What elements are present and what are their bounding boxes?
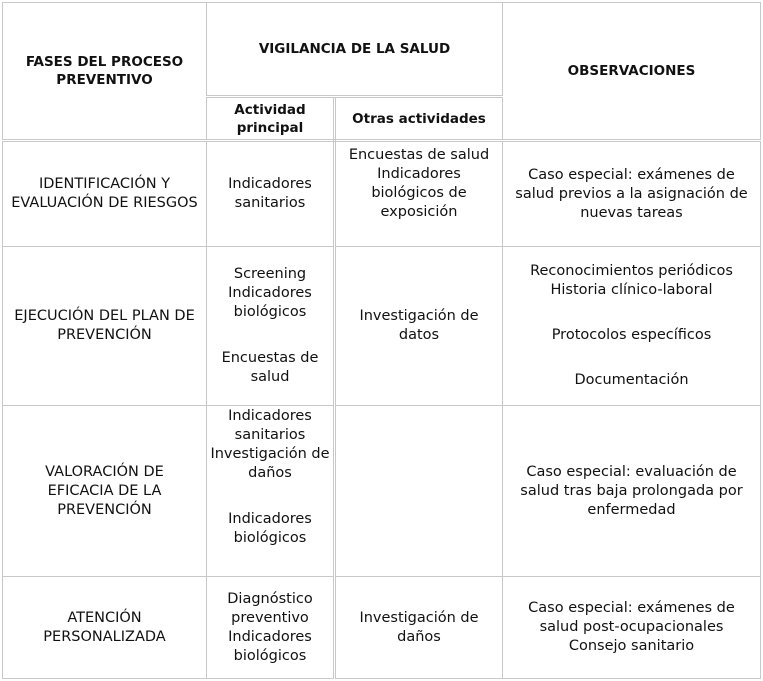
cell-line: Indicadores — [228, 285, 312, 301]
table-row — [3, 577, 761, 679]
cell-principal — [207, 577, 335, 679]
cell-line: biológicos — [233, 647, 307, 664]
cell-line: sanitarios — [234, 195, 306, 211]
cell-line: exposición — [380, 204, 458, 220]
cell-line: EJECUCIÓN DEL PLAN DE — [14, 308, 195, 324]
table-row — [3, 141, 761, 247]
cell-principal — [207, 141, 335, 247]
table-row — [3, 406, 761, 577]
header-actividad-principal — [207, 97, 335, 141]
table-row — [3, 247, 761, 406]
cell-line: PREVENCIÓN — [57, 327, 152, 343]
cell-line: salud post-ocupacionales — [539, 619, 724, 635]
cell-line: datos — [398, 327, 440, 343]
cell-line: EVALUACIÓN DE RIESGOS — [11, 195, 198, 211]
cell-otras — [335, 141, 503, 247]
cell-line: Diagnóstico — [227, 590, 313, 607]
cell-line: IDENTIFICACIÓN Y — [38, 176, 171, 192]
prevention-phases-table — [2, 2, 761, 679]
cell-line: biológicos de — [371, 185, 467, 201]
cell-line: Indicadores — [228, 176, 312, 192]
cell-line: ATENCIÓN — [67, 609, 142, 626]
cell-line: Indicadores — [377, 166, 461, 182]
cell-line: enfermedad — [587, 501, 676, 518]
cell-line: Investigación de — [359, 609, 479, 626]
cell-principal — [207, 406, 335, 577]
cell-otras — [335, 577, 503, 679]
cell-line: EFICACIA DE LA — [47, 482, 162, 499]
cell-line: VALORACIÓN DE — [45, 463, 164, 480]
cell-line: biológicos — [233, 304, 307, 320]
header-actividad-line: principal — [236, 119, 304, 136]
cell-observaciones — [503, 577, 761, 679]
cell-line: Reconocimientos periódicos — [530, 263, 733, 279]
cell-line: sanitarios — [234, 427, 306, 443]
cell-line: daños — [248, 465, 292, 481]
header-otras-actividades: Otras actividades — [335, 97, 503, 141]
cell-otras — [335, 247, 503, 406]
cell-line: Consejo sanitario — [568, 638, 695, 654]
cell-line: Investigación de — [359, 308, 479, 324]
cell-line: daños — [397, 628, 441, 645]
cell-line: Protocolos específicos — [551, 327, 712, 343]
cell-line: salud — [250, 369, 290, 385]
cell-line: preventivo — [231, 609, 309, 626]
cell-observaciones — [503, 406, 761, 577]
cell-line: Indicadores — [228, 628, 312, 645]
cell-line: Caso especial: exámenes de — [528, 166, 735, 183]
cell-line: biológicos — [233, 530, 307, 546]
cell-line: PREVENCIÓN — [57, 501, 152, 518]
header-vigilancia: VIGILANCIA DE LA SALUD — [207, 3, 503, 97]
cell-line: Indicadores — [228, 511, 312, 527]
cell-line: nuevas tareas — [580, 204, 683, 221]
cell-line: PERSONALIZADA — [43, 628, 166, 645]
cell-fase — [3, 577, 207, 679]
cell-principal — [207, 247, 335, 406]
cell-line: salud tras baja prolongada por — [520, 482, 743, 499]
cell-line: Encuestas de salud — [348, 147, 490, 163]
cell-line: Encuestas de — [221, 350, 319, 366]
header-fases-line: FASES DEL PROCESO — [25, 54, 184, 70]
cell-otras — [335, 406, 503, 577]
cell-fase — [3, 247, 207, 406]
cell-line: Indicadores — [228, 408, 312, 424]
cell-observaciones — [503, 141, 761, 247]
header-observaciones: OBSERVACIONES — [503, 3, 761, 141]
cell-line: Screening — [233, 266, 307, 282]
cell-line: Documentación — [574, 372, 689, 388]
cell-line: Investigación de — [210, 446, 330, 462]
cell-line: Caso especial: evaluación de — [526, 463, 737, 480]
cell-observaciones — [503, 247, 761, 406]
header-actividad-line: Actividad — [234, 101, 306, 118]
header-fases-line: PREVENTIVO — [56, 72, 153, 88]
cell-fase — [3, 141, 207, 247]
cell-line: salud previos a la asignación de — [515, 185, 748, 202]
cell-line: Historia clínico-laboral — [550, 282, 713, 298]
header-fases — [3, 3, 207, 141]
cell-line: Caso especial: exámenes de — [528, 600, 735, 616]
cell-fase — [3, 406, 207, 577]
